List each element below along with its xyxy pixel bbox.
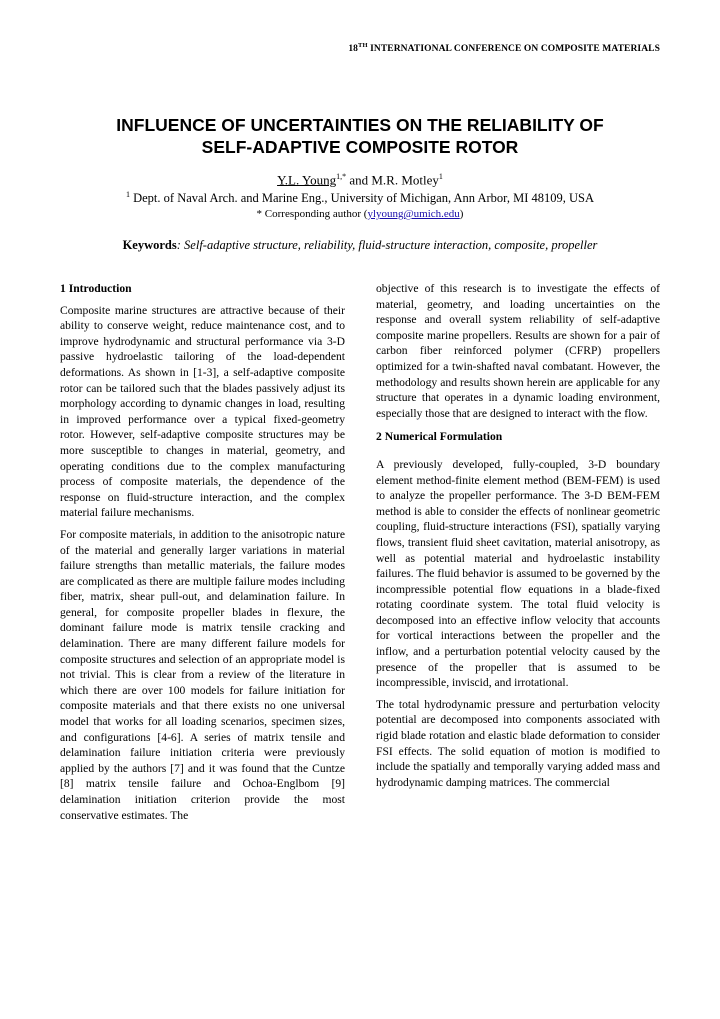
right-column <box>376 281 660 796</box>
running-header <box>348 42 660 54</box>
section-heading-introduction: 1 Introduction <box>60 282 132 295</box>
corr-suffix: ) <box>459 208 464 220</box>
author-1: Y.L. Young <box>277 172 337 188</box>
conf-number: 18 <box>348 44 359 55</box>
affiliation-text: Dept. of Naval Arch. and Marine Eng., University of Michigan, Ann Arbor, MI 48109, USA <box>129 191 594 206</box>
affiliation-sup: 1 <box>125 190 130 199</box>
intro-paragraph-2: For composite materials, in addition to the anisotropic nature of the material and generally larger variations in material failure strengths than metallic materials, the failure modes are complicated as there are multiple failure modes including fiber, matrix, shear pull-out, and delamination failure. In general, for composite propeller blades in flexure, the dominant failure mode is matrix tensile cracking and delamination. There are many different failure models for composite structures and selection of an appropriate model is not trivial. This is clear from a review of the literature in which there are over 100 models for failure initiation for composite materials and that there exists no one universal model that works for all loading scenarios, specimen sizes, and configurations [4-6]. A series of matrix tensile and delamination failure initiation criteria were previously applied by the authors [7] and it was found that the Cuntze [8] matrix tensile failure and Ochoa-Englbom [9] delamination initiation criterion provide the most conservative estimates. The <box>60 527 345 822</box>
formulation-paragraph-2: The total hydrodynamic pressure and perturbation velocity potential are decomposed into components associated with rigid blade rotation and elastic blade deformation to consider FSI effects. The solid equation of motion is modified to include the spatially and temporally varying added mass and hydrodynamic damping matrices. The commercial <box>376 697 660 789</box>
title-line-1: INFLUENCE OF UNCERTAINTIES ON THE RELIABILITY OF <box>116 115 604 135</box>
author-2: M.R. Motley <box>371 172 439 188</box>
intro-paragraph-continued: objective of this research is to investigate the effects of material, geometry, and loading uncertainties on the response and overall system reliability of self-adaptive composite marine propellers. Results are shown for a pair of carbon fiber reinforced polymer (CFRP) propellers optimized for a twin-shafted naval combatant. However, the methodology and results shown herein are applicable for any structure that operates in a dynamic loading environment, especially those that are designed to interact with the flow. <box>376 282 660 420</box>
intro-paragraph-1: Composite marine structures are attractive because of their ability to conserve weight, reduce maintenance cost, and to improve hydrodynamic and structural performance via 3-D passive hydroelastic tailoring of the load-dependent deformations. As shown in [1-3], a self-adaptive composite rotor can be tailored such that the blades passively adjust its morphology according to dynamic changes in load, resulting in improved performance over a typical fixed-geometry rotor. However, self-adaptive composite structures may be more susceptible to changes in material, geometry, and operating conditions due to the complex manufacturing process of composite materials, the dependence of the response on fluid-structure interaction, and the complex material failure mechanisms. <box>60 303 345 520</box>
paper-title <box>60 114 660 158</box>
left-column <box>60 281 345 829</box>
affiliation <box>40 190 680 206</box>
formulation-paragraph-1: A previously developed, fully-coupled, 3-D boundary element method-finite element method (BEM-FEM) is used to analyze the propeller performance. The 3-D BEM-FEM method is able to consider the effects of nonlinear geometric coupling, fluid-structure interactions (FSI), spatially varying flows, transient fluid sheet cavitation, material anisotropy, as well as potential material and hydroelastic instability failures. The fluid behavior is assumed to be governed by the incompressible potential flow equations in a blade-fixed rotating coordinate system. The total fluid velocity is decomposed into an effective inflow velocity that accounts for vortical interactions between the propeller and the inflow, and a perturbation potential velocity caused by the presence of the propeller that is assumed to be incompressible, inviscid, and irrotational. <box>376 457 660 690</box>
keywords-text: Self-adaptive structure, reliability, fluid-structure interaction, composite, propeller <box>180 238 598 252</box>
corr-prefix: * Corresponding author ( <box>256 208 368 220</box>
corresponding-author <box>60 208 660 220</box>
keywords-label: Keywords <box>122 238 177 252</box>
email-link[interactable]: ylyoung@umich.edu <box>367 208 460 220</box>
keywords <box>60 238 660 253</box>
keywords-colon: : <box>176 238 181 252</box>
author-list <box>60 172 660 188</box>
author-2-sup: 1 <box>438 172 443 181</box>
conf-name: INTERNATIONAL CONFERENCE ON COMPOSITE MATERIALS <box>367 44 660 55</box>
title-line-2: SELF-ADAPTIVE COMPOSITE ROTOR <box>201 137 519 157</box>
author-1-sup: 1,* <box>336 172 347 181</box>
section-heading-numerical-formulation: 2 Numerical Formulation <box>376 430 503 444</box>
conf-suffix: TH <box>358 42 368 49</box>
author-and: and <box>346 172 372 188</box>
